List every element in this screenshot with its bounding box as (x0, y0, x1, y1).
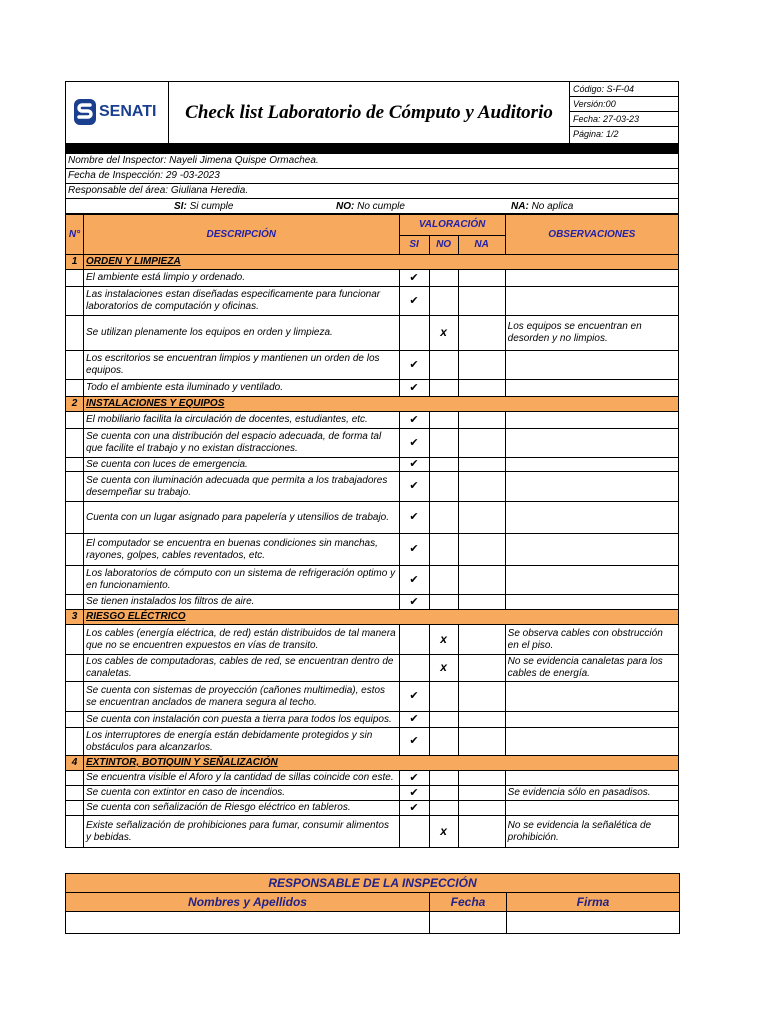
mark-no-cell[interactable] (429, 287, 458, 316)
mark-na-cell[interactable] (458, 412, 505, 429)
item-observation (505, 380, 678, 397)
checklist-row (66, 534, 679, 566)
checklist-row (66, 595, 679, 610)
item-observation (505, 458, 678, 472)
legend-si: SI: Si cumple (174, 201, 234, 212)
item-description: El ambiente está limpio y ordenado. (84, 270, 400, 287)
mark-no-cell[interactable] (429, 429, 458, 458)
item-observation (505, 712, 678, 728)
item-observation (505, 682, 678, 712)
item-description: Los cables de computadoras, cables de red, se encuentran dentro de canaletas. (84, 655, 400, 682)
section-number: 2 (66, 397, 84, 412)
mark-na-cell[interactable] (458, 625, 505, 655)
document-header (65, 81, 679, 144)
item-observation: No se evidencia la señalética de prohibición. (505, 816, 678, 848)
row-num-cell (66, 566, 84, 595)
checkmark-icon: ✔ (409, 358, 419, 371)
item-description: Se cuenta con una distribución del espacio adecuada, de forma tal que facilite el trabajo y no existan distracciones. (84, 429, 400, 458)
checklist-row (66, 682, 679, 712)
mark-na-cell[interactable] (458, 801, 505, 816)
mark-na-cell[interactable] (458, 380, 505, 397)
checklist-row (66, 728, 679, 756)
header-na: NA (458, 236, 505, 255)
document-title: Check list Laboratorio de Cómputo y Auditorio (169, 82, 570, 143)
inspection-date-row: Fecha de Inspección: 29 -03-2023 (65, 169, 679, 184)
mark-si-cell[interactable] (399, 534, 429, 566)
row-num-cell (66, 429, 84, 458)
mark-na-cell[interactable] (458, 786, 505, 801)
checkmark-icon: ✔ (409, 294, 419, 307)
mark-na-cell[interactable] (458, 712, 505, 728)
row-num-cell (66, 458, 84, 472)
item-description: Se cuenta con instalación con puesta a tierra para todos los equipos. (84, 712, 400, 728)
mark-si-cell[interactable] (399, 472, 429, 502)
checkmark-icon: ✔ (409, 771, 419, 784)
item-observation (505, 472, 678, 502)
meta-page: Página: 1/2 (573, 129, 619, 139)
meta-version: Versión:00 (570, 97, 678, 112)
section-title: INSTALACIONES Y EQUIPOS (84, 397, 679, 412)
mark-na-cell[interactable] (458, 316, 505, 351)
header-description: DESCRIPCIÓN (84, 215, 400, 255)
responsible-title: RESPONSABLE DE LA INSPECCIÓN (66, 874, 680, 893)
mark-no-cell[interactable] (429, 316, 458, 351)
header-num: N° (66, 215, 84, 255)
row-num-cell (66, 472, 84, 502)
checkmark-icon: ✔ (409, 511, 419, 523)
responsible-table (65, 873, 680, 934)
row-num-cell (66, 270, 84, 287)
mark-no-cell[interactable] (429, 816, 458, 848)
mark-si-cell[interactable] (399, 771, 429, 786)
mark-si-cell[interactable] (399, 316, 429, 351)
checkmark-icon: ✔ (409, 436, 419, 449)
mark-na-cell[interactable] (458, 502, 505, 534)
item-description: Se cuenta con sistemas de proyección (cañones multimedia), estos se encuentran anclados de manera segura al techo. (84, 682, 400, 712)
row-num-cell (66, 316, 84, 351)
checklist-row (66, 380, 679, 397)
mark-no-cell[interactable] (429, 682, 458, 712)
mark-no-cell[interactable] (429, 655, 458, 682)
mark-no-cell[interactable] (429, 728, 458, 756)
item-description: Se utilizan plenamente los equipos en orden y limpieza. (84, 316, 400, 351)
fecha-field[interactable] (430, 912, 507, 934)
checkmark-icon: ✔ (409, 573, 419, 586)
mark-no-cell[interactable] (429, 625, 458, 655)
row-num-cell (66, 287, 84, 316)
mark-na-cell[interactable] (458, 472, 505, 502)
section-title: EXTINTOR, BOTIQUIN Y SEÑALIZACIÓN (84, 756, 679, 771)
checklist-body (66, 255, 679, 848)
checkmark-icon: ✔ (409, 786, 419, 799)
mark-si-cell[interactable] (399, 712, 429, 728)
row-num-cell (66, 380, 84, 397)
checklist-row (66, 472, 679, 502)
legend-no: NO: No cumple (336, 201, 405, 212)
mark-na-cell[interactable] (458, 534, 505, 566)
mark-na-cell[interactable] (458, 287, 505, 316)
meta-date: Fecha: 27-03-23 (570, 112, 678, 127)
checklist-row (66, 429, 679, 458)
row-num-cell (66, 801, 84, 816)
logo-text: SENATI (99, 103, 157, 120)
checklist-row (66, 625, 679, 655)
checkmark-icon: ✔ (409, 543, 419, 555)
inspector-row: Nombre del Inspector: Nayeli Jimena Quispe Ormachea. (65, 154, 679, 169)
mark-na-cell[interactable] (458, 270, 505, 287)
item-description: Las instalaciones estan diseñadas especificamente para funcionar laboratorios de computación y oficinas. (84, 287, 400, 316)
checklist-row (66, 655, 679, 682)
item-observation (505, 566, 678, 595)
item-observation (505, 502, 678, 534)
checkmark-icon: ✔ (409, 735, 419, 747)
item-observation (505, 534, 678, 566)
col-fecha: Fecha (430, 893, 507, 912)
mark-si-cell[interactable] (399, 625, 429, 655)
row-num-cell (66, 502, 84, 534)
row-num-cell (66, 771, 84, 786)
mark-na-cell[interactable] (458, 728, 505, 756)
mark-no-cell[interactable] (429, 786, 458, 801)
item-observation (505, 595, 678, 610)
mark-si-cell[interactable] (399, 682, 429, 712)
mark-na-cell[interactable] (458, 566, 505, 595)
header-observations: OBSERVACIONES (505, 215, 678, 255)
item-observation (505, 801, 678, 816)
item-observation (505, 728, 678, 756)
mark-no-cell[interactable] (429, 458, 458, 472)
mark-si-cell[interactable] (399, 458, 429, 472)
checklist-row (66, 458, 679, 472)
mark-si-cell[interactable] (399, 786, 429, 801)
item-description: Los escritorios se encuentran limpios y mantienen un orden de los equipos. (84, 351, 400, 380)
mark-si-cell[interactable] (399, 728, 429, 756)
row-num-cell (66, 786, 84, 801)
mark-no-cell[interactable] (429, 270, 458, 287)
item-observation: Se observa cables con obstrucción en el piso. (505, 625, 678, 655)
item-description: Cuenta con un lugar asignado para papelería y utensilios de trabajo. (84, 502, 400, 534)
cross-mark-icon: x (440, 823, 447, 838)
item-description: Los interruptores de energía están debidamente protegidos y sin obstáculos para alcanzarlos. (84, 728, 400, 756)
row-num-cell (66, 728, 84, 756)
checkmark-icon: ✔ (409, 458, 419, 470)
section-title: ORDEN Y LIMPIEZA (84, 255, 679, 270)
item-description: Se cuenta con iluminación adecuada que permita a los trabajadores desempeñar su trabajo. (84, 472, 400, 502)
nombres-field[interactable] (66, 912, 430, 934)
item-description: Se cuenta con extintor en caso de incendios. (84, 786, 400, 801)
item-observation (505, 287, 678, 316)
mark-na-cell[interactable] (458, 429, 505, 458)
item-observation: Los equipos se encuentran en desorden y no limpios. (505, 316, 678, 351)
checklist-row (66, 786, 679, 801)
section-number: 1 (66, 255, 84, 270)
mark-si-cell[interactable] (399, 270, 429, 287)
item-description: Se tienen instalados los filtros de aire. (84, 595, 400, 610)
checkmark-icon: ✔ (409, 595, 419, 608)
mark-no-cell[interactable] (429, 712, 458, 728)
item-observation (505, 771, 678, 786)
row-num-cell (66, 412, 84, 429)
item-description: Todo el ambiente esta iluminado y ventilado. (84, 380, 400, 397)
header-no: NO (429, 236, 458, 255)
mark-no-cell[interactable] (429, 502, 458, 534)
col-nombres: Nombres y Apellidos (66, 893, 430, 912)
checklist-row (66, 270, 679, 287)
checklist-table (65, 214, 679, 848)
checklist-row (66, 287, 679, 316)
checklist-row (66, 412, 679, 429)
cross-mark-icon: x (440, 660, 447, 674)
mark-si-cell[interactable] (399, 412, 429, 429)
checklist-row (66, 316, 679, 351)
item-description: Los laboratorios de cómputo con un sistema de refrigeración optimo y en funcionamiento. (84, 566, 400, 595)
mark-no-cell[interactable] (429, 412, 458, 429)
checkmark-icon: ✔ (409, 690, 419, 702)
row-num-cell (66, 655, 84, 682)
checklist-row (66, 801, 679, 816)
checkmark-icon: ✔ (409, 480, 419, 492)
logo (66, 82, 169, 143)
mark-no-cell[interactable] (429, 566, 458, 595)
mark-si-cell[interactable] (399, 287, 429, 316)
area-responsible-row: Responsable del área: Giuliana Heredia. (65, 184, 679, 199)
mark-na-cell[interactable] (458, 595, 505, 610)
section-row (66, 610, 679, 625)
mark-na-cell[interactable] (458, 655, 505, 682)
mark-si-cell[interactable] (399, 595, 429, 610)
checklist-row (66, 566, 679, 595)
checkmark-icon: ✔ (409, 713, 419, 725)
section-row (66, 397, 679, 412)
mark-na-cell[interactable] (458, 682, 505, 712)
legend-na: NA: No aplica (511, 201, 574, 212)
header-divider (65, 144, 679, 154)
mark-no-cell[interactable] (429, 351, 458, 380)
mark-si-cell[interactable] (399, 801, 429, 816)
mark-si-cell[interactable] (399, 566, 429, 595)
mark-si-cell[interactable] (399, 502, 429, 534)
cross-mark-icon: x (440, 631, 447, 646)
row-num-cell (66, 682, 84, 712)
item-description: Existe señalización de prohibiciones para fumar, consumir alimentos y bebidas. (84, 816, 400, 848)
mark-no-cell[interactable] (429, 472, 458, 502)
row-num-cell (66, 534, 84, 566)
row-num-cell (66, 816, 84, 848)
cross-mark-icon: x (440, 325, 447, 339)
section-row (66, 756, 679, 771)
header-valoracion: VALORACIÓN (399, 215, 505, 236)
mark-na-cell[interactable] (458, 771, 505, 786)
item-description: Los cables (energía eléctrica, de red) están distribuidos de tal manera que no se encuentren expuestos en vías de transito. (84, 625, 400, 655)
checklist-row (66, 771, 679, 786)
section-number: 3 (66, 610, 84, 625)
item-observation: Se evidencia sólo en pasadisos. (505, 786, 678, 801)
item-description: El computador se encuentra en buenas condiciones sin manchas, rayones, golpes, cables reventados, etc. (84, 534, 400, 566)
checklist-row (66, 351, 679, 380)
item-observation (505, 429, 678, 458)
section-title: RIESGO ELÉCTRICO (84, 610, 679, 625)
row-num-cell (66, 625, 84, 655)
item-description: El mobiliario facilita la circulación de docentes, estudiantes, etc. (84, 412, 400, 429)
item-description: Se cuenta con señalización de Riesgo eléctrico en tableros. (84, 801, 400, 816)
mark-na-cell[interactable] (458, 351, 505, 380)
mark-no-cell[interactable] (429, 380, 458, 397)
mark-si-cell[interactable] (399, 380, 429, 397)
row-num-cell (66, 595, 84, 610)
mark-no-cell[interactable] (429, 801, 458, 816)
mark-na-cell[interactable] (458, 816, 505, 848)
checkmark-icon: ✔ (409, 413, 419, 426)
mark-no-cell[interactable] (429, 771, 458, 786)
mark-si-cell[interactable] (399, 816, 429, 848)
mark-si-cell[interactable] (399, 655, 429, 682)
item-observation (505, 351, 678, 380)
checkmark-icon: ✔ (409, 381, 419, 394)
section-number: 4 (66, 756, 84, 771)
item-observation (505, 412, 678, 429)
item-description: Se cuenta con luces de emergencia. (84, 458, 400, 472)
item-observation: No se evidencia canaletas para los cables de energía. (505, 655, 678, 682)
header-si: SI (399, 236, 429, 255)
checkmark-icon: ✔ (409, 271, 419, 284)
checklist-row (66, 816, 679, 848)
mark-no-cell[interactable] (429, 534, 458, 566)
checkmark-icon: ✔ (409, 801, 419, 814)
mark-si-cell[interactable] (399, 429, 429, 458)
col-firma: Firma (507, 893, 680, 912)
checklist-row (66, 502, 679, 534)
item-description: Se encuentra visible el Aforo y la cantidad de sillas coincide con este. (84, 771, 400, 786)
meta-code: Código: S-F-04 (570, 82, 678, 97)
checklist-row (66, 712, 679, 728)
mark-si-cell[interactable] (399, 351, 429, 380)
section-row (66, 255, 679, 270)
firma-field[interactable] (507, 912, 680, 934)
legend-row (65, 199, 679, 214)
row-num-cell (66, 351, 84, 380)
mark-na-cell[interactable] (458, 458, 505, 472)
row-num-cell (66, 712, 84, 728)
document-meta (570, 82, 678, 143)
mark-no-cell[interactable] (429, 595, 458, 610)
item-observation (505, 270, 678, 287)
